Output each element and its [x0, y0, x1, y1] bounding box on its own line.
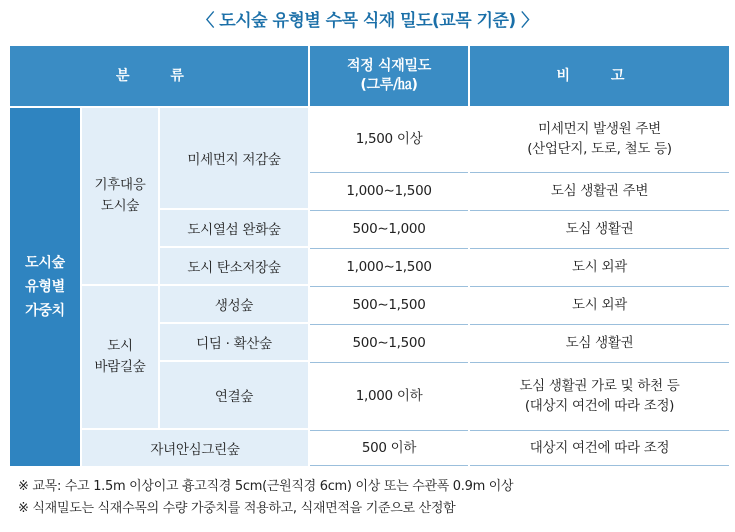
header-density: 적정 식재밀도 (그루/㏊) — [310, 46, 468, 106]
row-type: 미세먼지 저감숲 — [160, 108, 308, 208]
row-density: 1,000∼1,500 — [310, 248, 468, 284]
footnote: ※ 교목: 수고 1.5m 이상이고 흉고직경 5cm(근원직경 6cm) 이상 또는 수관폭 0.9m 이상 — [18, 479, 514, 494]
row-remark: 도시 외곽 — [470, 248, 729, 284]
row-remark: 미세먼지 발생원 주변 (산업단지, 도로, 철도 등) — [470, 108, 729, 170]
footnote: ※ 식재밀도는 식재수목의 수량 가중치를 적용하고, 식재면적을 기준으로 산정함 — [18, 501, 456, 516]
planting-density-table — [8, 44, 731, 468]
row-remark: 도심 생활권 — [470, 324, 729, 360]
row-remark: 도심 생활권 — [470, 210, 729, 246]
category-main: 도시숲 유형별 가중치 — [10, 108, 80, 466]
row-type: 도시열섬 완화숲 — [160, 210, 308, 246]
group-wind: 도시 바람길숲 — [82, 286, 158, 428]
row-type: 생성숲 — [160, 286, 308, 322]
row-density: 1,000∼1,500 — [310, 172, 468, 208]
header-remark: 비 고 — [470, 46, 729, 106]
row-density: 500∼1,500 — [310, 324, 468, 360]
row-density: 1,000 이하 — [310, 362, 468, 428]
footnotes — [18, 476, 513, 520]
row-remark: 대상지 여건에 따라 조정 — [470, 430, 729, 466]
page-title: 〈 도시숲 유형별 수목 식재 밀도(교목 기준) 〉 — [197, 11, 538, 31]
row-density: 500∼1,000 — [310, 210, 468, 246]
row-remark: 도시 외곽 — [470, 286, 729, 322]
row-type: 자녀안심그린숲 — [82, 430, 308, 466]
row-density: 1,500 이상 — [310, 108, 468, 170]
row-type: 도시 탄소저장숲 — [160, 248, 308, 284]
row-remark: 도심 생활권 주변 — [470, 172, 729, 208]
row-remark: 도심 생활권 가로 및 하천 등 (대상지 여건에 따라 조정) — [470, 362, 729, 428]
header-category: 분 류 — [10, 46, 308, 106]
row-type: 연결숲 — [160, 362, 308, 428]
group-climate: 기후대응 도시숲 — [82, 108, 158, 284]
row-density: 500 이하 — [310, 430, 468, 466]
row-type: 디딤 · 확산숲 — [160, 324, 308, 360]
row-density: 500∼1,500 — [310, 286, 468, 322]
